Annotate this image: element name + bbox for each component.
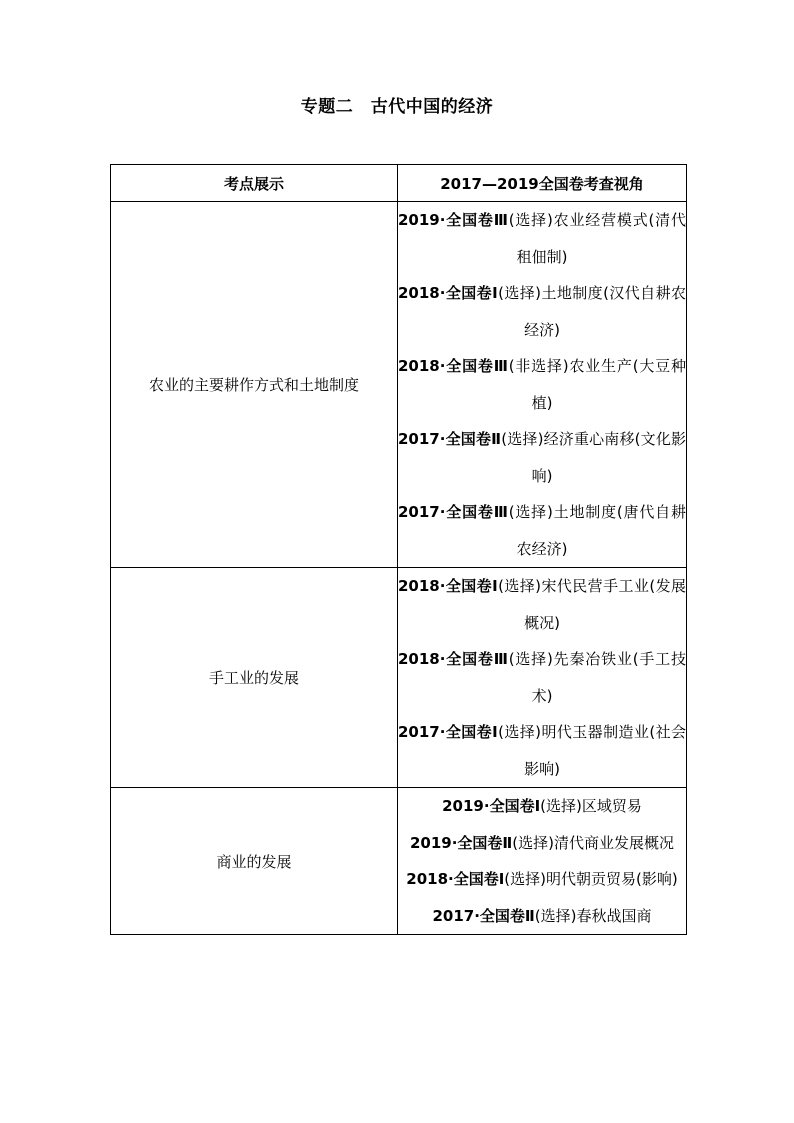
- exam-item: [398, 898, 686, 935]
- exam-source: 2019·全国卷Ⅲ: [398, 211, 509, 229]
- exam-detail: (选择)清代商业发展概况: [512, 833, 675, 852]
- exam-detail: (选择)土地制度(汉代自耕农经济): [498, 284, 687, 339]
- items-cell: [398, 788, 687, 935]
- exam-source: 2017·全国卷Ⅱ: [432, 906, 535, 925]
- topic-cell: 商业的发展: [111, 788, 398, 935]
- exam-source: 2017·全国卷Ⅰ: [398, 723, 499, 741]
- exam-source: 2017·全国卷Ⅲ: [398, 503, 509, 521]
- exam-detail: (选择)先秦冶铁业(手工技术): [508, 650, 686, 705]
- table-header-row: [111, 165, 687, 202]
- exam-source: 2018·全国卷Ⅲ: [398, 650, 509, 668]
- exam-detail: (选择)土地制度(唐代自耕农经济): [508, 503, 686, 558]
- exam-item: [398, 825, 686, 862]
- exam-item: [398, 421, 686, 494]
- table-row: [111, 788, 687, 935]
- page-title: 专题二 古代中国的经济: [300, 97, 494, 117]
- exam-analysis-table: [110, 164, 687, 935]
- exam-item: [398, 714, 686, 787]
- exam-detail: (非选择)农业生产(大豆种植): [508, 357, 686, 412]
- topic-cell: 手工业的发展: [111, 568, 398, 788]
- exam-detail: (选择)宋代民营手工业(发展概况): [498, 577, 687, 632]
- items-cell: [398, 202, 687, 568]
- exam-item: [398, 641, 686, 714]
- exam-source: 2019·全国卷Ⅰ: [442, 797, 541, 815]
- exam-source: 2018·全国卷Ⅰ: [406, 870, 505, 888]
- exam-detail: (选择)农业经营模式(清代租佃制): [508, 211, 686, 266]
- exam-detail: (选择)经济重心南移(文化影响): [501, 430, 687, 485]
- exam-item: [398, 348, 686, 421]
- exam-detail: (选择)春秋战国商: [534, 906, 652, 925]
- exam-item: [398, 202, 686, 275]
- exam-detail: (选择)明代朝贡贸易(影响): [504, 870, 678, 888]
- header-exam-perspective: 2017—2019全国卷考查视角: [398, 165, 687, 202]
- exam-item: [398, 275, 686, 348]
- exam-item: [398, 788, 686, 825]
- table-row: [111, 202, 687, 568]
- items-cell: [398, 568, 687, 788]
- exam-source: 2019·全国卷Ⅱ: [409, 833, 513, 852]
- exam-source: 2018·全国卷Ⅲ: [398, 357, 509, 375]
- exam-detail: (选择)区域贸易: [540, 797, 642, 815]
- exam-detail: (选择)明代玉器制造业(社会影响): [498, 723, 687, 778]
- header-topic: 考点展示: [111, 165, 398, 202]
- topic-cell: 农业的主要耕作方式和土地制度: [111, 202, 398, 568]
- exam-item: [398, 568, 686, 641]
- exam-source: 2018·全国卷Ⅰ: [398, 577, 499, 595]
- table-row: [111, 568, 687, 788]
- exam-source: 2018·全国卷Ⅰ: [398, 284, 499, 302]
- exam-source: 2017·全国卷Ⅱ: [398, 430, 502, 448]
- exam-item: [398, 861, 686, 898]
- exam-item: [398, 494, 686, 567]
